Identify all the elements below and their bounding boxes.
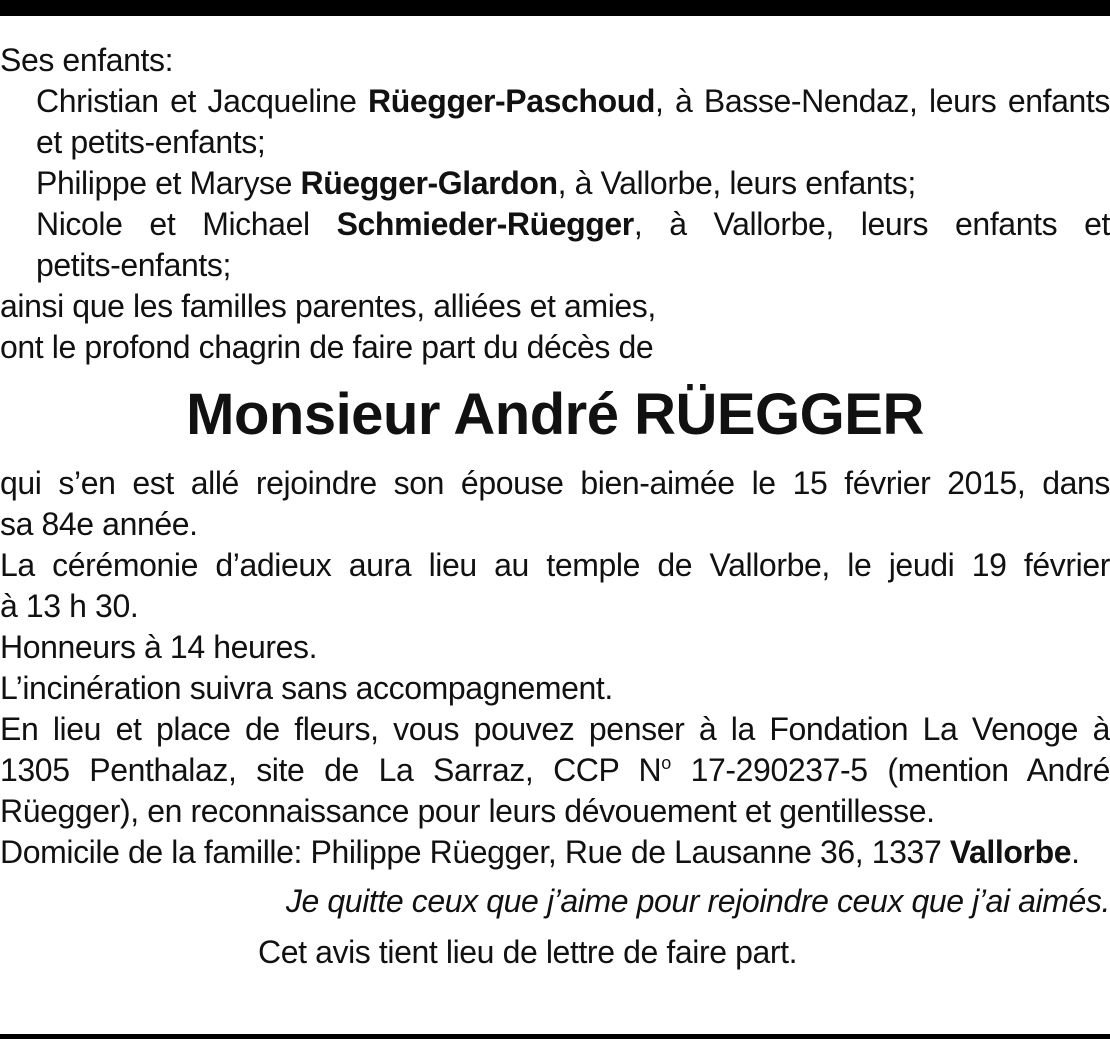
cremation-line: L’incinération suivra sans accompagnement. (0, 670, 613, 706)
children-location: , à Basse-Nendaz, leurs enfants (655, 83, 1110, 119)
top-border-rule (0, 0, 1110, 16)
donation-line-1: En lieu et place de fleurs, vous pouvez penser à la Fondation La Venoge à (0, 711, 1110, 747)
donation-text-b: 17-290237-5 (mention André (670, 752, 1110, 788)
announcement-line: ont le profond chagrin de faire part du décès de (0, 329, 654, 365)
children-names: Nicole et Michael (36, 206, 337, 242)
donation-line-2 (0, 750, 1110, 791)
children-family-name: Rüegger-Paschoud (368, 83, 656, 119)
passing-line-2: sa 84e année. (0, 506, 198, 542)
donation-line-3: Rüegger), en reconnaissance pour leurs dévouement et gentillesse. (0, 793, 935, 829)
domicile-end: . (1071, 834, 1080, 870)
bottom-border-rule (0, 1034, 1110, 1039)
ceremony-line-1: La cérémonie d’adieux aura lieu au temple de Vallorbe, le jeudi 19 février (0, 547, 1110, 583)
children-entry-line (0, 81, 1110, 122)
children-location: , à Vallorbe, leurs enfants et (633, 206, 1110, 242)
children-family-name: Schmieder-Rüegger (336, 206, 634, 242)
children-family-name: Rüegger-Glardon (300, 165, 558, 201)
children-entry-3 (0, 204, 1110, 286)
passing-line-1: qui s’en est allé rejoindre son épouse bien-aimée le 15 février 2015, dans (0, 465, 1110, 501)
families-line: ainsi que les familles parentes, alliées et amies, (0, 288, 656, 324)
children-names: Philippe et Maryse (36, 165, 301, 201)
ceremony-line-2: à 13 h 30. (0, 588, 139, 624)
children-entry-line (0, 163, 1110, 204)
domicile-town: Vallorbe (949, 834, 1072, 870)
children-entry-continuation: et petits-enfants; (36, 124, 266, 160)
domicile-address: Domicile de la famille: Philippe Rüegger, Rue de Lausanne 36, 1337 (0, 834, 950, 870)
deceased-name: Monsieur André RÜEGGER (186, 382, 924, 447)
children-names: Christian et Jacqueline (36, 83, 369, 119)
domicile-line (0, 832, 1110, 873)
honours-line: Honneurs à 14 heures. (0, 629, 318, 665)
children-entry-1 (0, 81, 1110, 163)
children-list (0, 81, 1110, 286)
number-superscript: o (661, 753, 671, 773)
children-entry-line (0, 204, 1110, 245)
children-entry-2 (0, 163, 1110, 204)
death-notice (0, 40, 1110, 973)
children-entry-continuation: petits-enfants; (36, 247, 232, 283)
children-location: , à Vallorbe, leurs enfants; (557, 165, 916, 201)
quote-line: Je quitte ceux que j’aime pour rejoindre ceux que j’ai aimés. (285, 883, 1110, 919)
intro-line: Ses enfants: (0, 42, 174, 78)
closing-line: Cet avis tient lieu de lettre de faire part. (258, 934, 798, 970)
donation-text-a: 1305 Penthalaz, site de La Sarraz, CCP N (0, 752, 662, 788)
